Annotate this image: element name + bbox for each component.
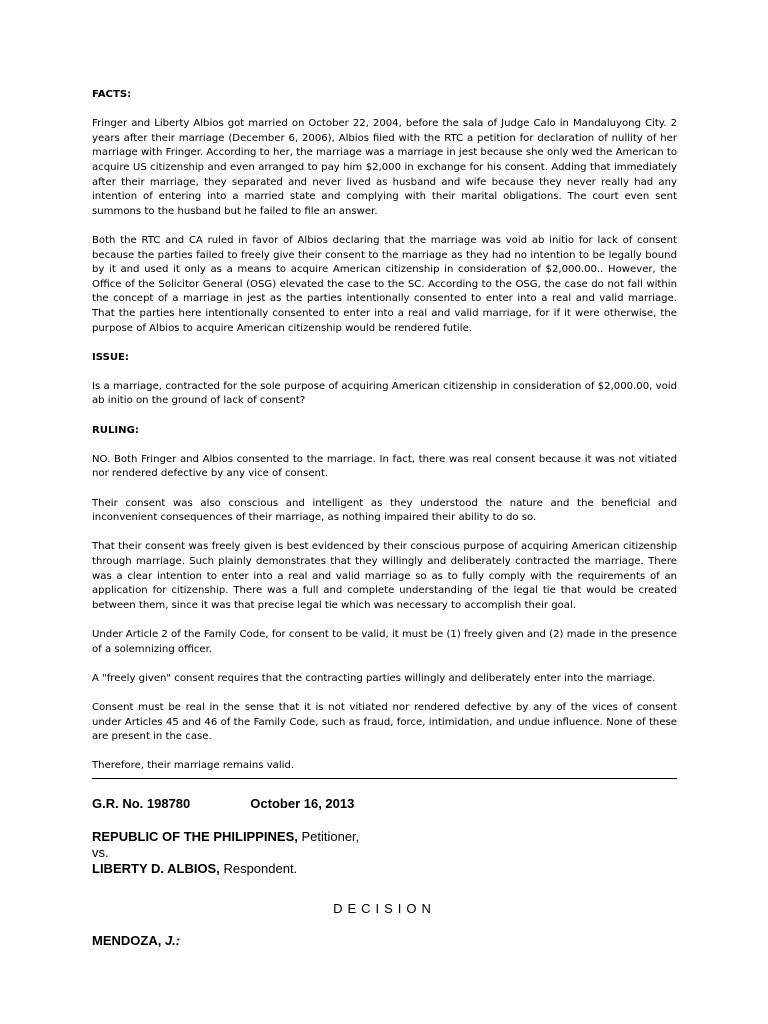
ponente-line <box>92 933 677 949</box>
case-date: October 16, 2013 <box>250 795 355 811</box>
ruling-paragraph: NO. Both Fringer and Albios consented to the marriage. In fact, there was real consent because it was not vitiated nor rendered defective by any vice of consent. <box>92 453 677 480</box>
issue-paragraph: Is a marriage, contracted for the sole purpose of acquiring American citizenship in consideration of $2,000.00, void ab initio on the ground of lack of consent? <box>92 380 677 407</box>
ponente-name: MENDOZA, <box>92 932 162 948</box>
facts-paragraph: Fringer and Liberty Albios got married on October 22, 2004, before the sala of Judge Calo in Mandaluyong City. 2 years after their marriage (December 6, 2006), Albios filed with the RTC a petition for declaration of nullity of her marriage with Fringer. According to her, the marriage was a marriage in jest because she only wed the American to acquire US citizenship and even arranged to pay him $2,000 in exchange for his consent. Adding that immediately after their marriage, they separated and never lived as husband and wife because they never really had any intention of entering into a married state and complying with their marital obligations. The court even sent summons to the husband but he failed to file an answer. <box>92 118 677 217</box>
petitioner-line <box>92 829 677 845</box>
ruling-paragraph: Under Article 2 of the Family Code, for consent to be valid, it must be (1) freely given and (2) made in the presence of a solemnizing officer. <box>92 628 677 655</box>
ruling-conclusion: Therefore, their marriage remains valid. <box>92 760 295 772</box>
section-divider <box>92 778 677 779</box>
ruling-paragraph: Their consent was also conscious and intelligent as they understood the nature and the beneficial and inconvenient consequences of their marriage, as nothing impaired their ability to do so. <box>92 497 677 524</box>
ponente-title: J.: <box>161 932 181 948</box>
respondent-name: LIBERTY D. ALBIOS, <box>92 860 220 876</box>
ruling-paragraph: Consent must be real in the sense that it is not vitiated nor rendered defective by any of the vices of consent under Articles 45 and 46 of the Family Code, such as fraud, force, intimidation, and undue influence. None of these are present in the case. <box>92 701 677 743</box>
case-header <box>92 796 677 949</box>
ruling-paragraph: A "freely given" consent requires that the contracting parties willingly and deliberately enter into the marriage. <box>92 672 656 684</box>
versus: vs. <box>92 844 109 860</box>
facts-heading: FACTS: <box>92 89 132 100</box>
ruling-heading: RULING: <box>92 424 139 436</box>
issue-heading: ISSUE: <box>92 351 129 363</box>
document-page <box>92 88 677 949</box>
respondent-line <box>92 861 677 877</box>
petitioner-name: REPUBLIC OF THE PHILIPPINES, <box>92 828 298 844</box>
respondent-role: Respondent. <box>219 860 298 876</box>
case-number-line <box>92 796 677 812</box>
case-digest <box>92 88 677 774</box>
facts-paragraph: Both the RTC and CA ruled in favor of Albios declaring that the marriage was void ab initio for lack of consent because the parties failed to freely give their consent to the marriage as they had no intention to be legally bound by it and used it only as a means to acquire American citizenship in consideration of $2,000.00.. However, the Office of the Solicitor General (OSG) elevated the case to the SC. According to the OSG, the case do not fall within the concept of a marriage in jest as the parties intentionally consented to enter into a real and valid marriage. That the parties here intentionally consented to enter into a real and valid marriage, for if it were otherwise, the purpose of Albios to acquire American citizenship would be rendered futile. <box>92 234 677 334</box>
petitioner-role: Petitioner, <box>297 828 360 844</box>
gr-number: G.R. No. 198780 <box>92 795 191 811</box>
decision-label: DECISION <box>333 900 436 916</box>
ruling-paragraph: That their consent was freely given is best evidenced by their conscious purpose of acquiring American citizenship through marriage. Such plainly demonstrates that they willingly and deliberately contracted the marriage. There was a clear intention to enter into a real and valid marriage so as to fully comply with the requirements of an application for citizenship. There was a full and complete understanding of the legal tie that would be created between them, since it was that precise legal tie which was necessary to accomplish their goal. <box>92 541 677 611</box>
